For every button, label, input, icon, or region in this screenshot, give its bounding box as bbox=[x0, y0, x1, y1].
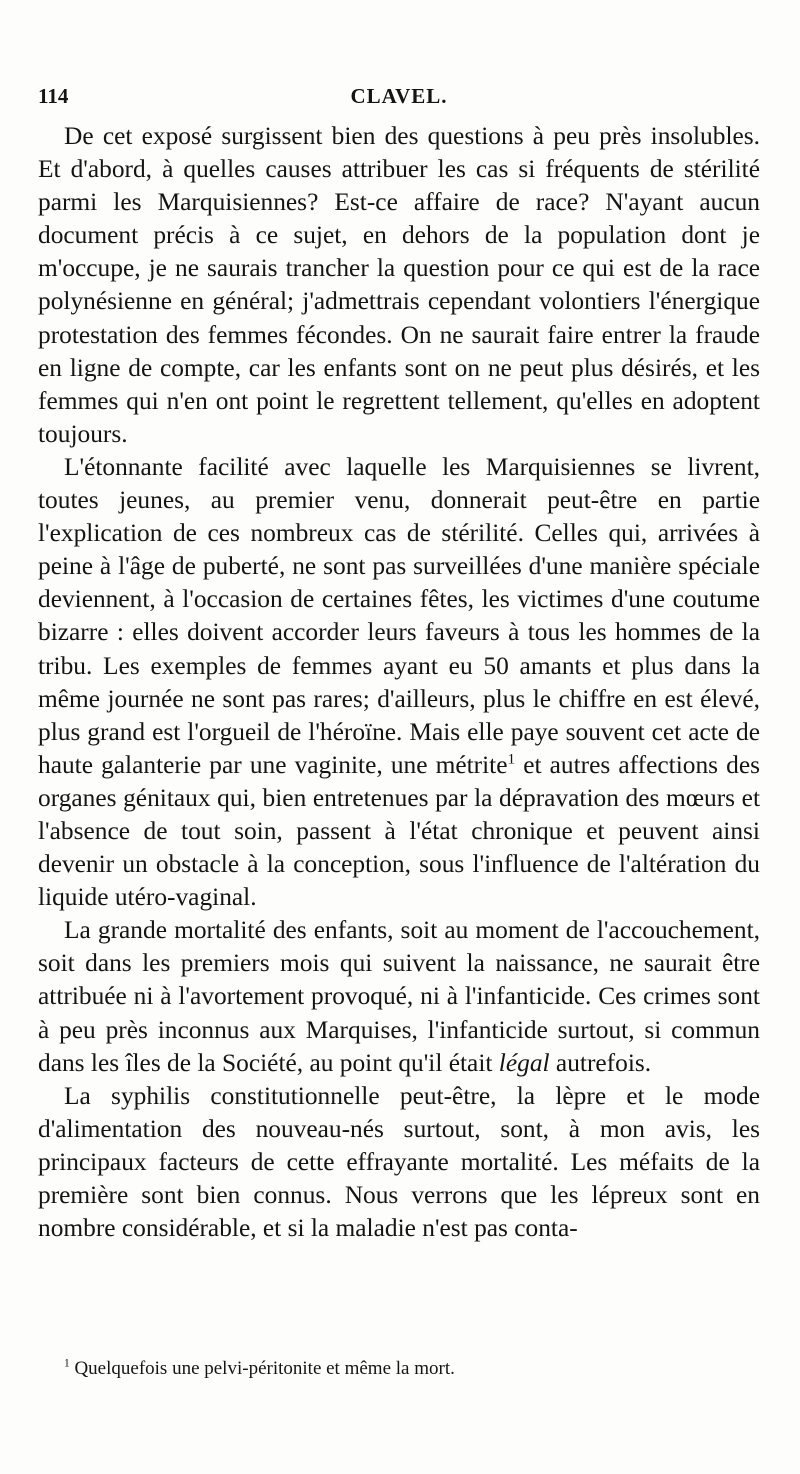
paragraph-1: De cet exposé surgissent bien des questions à peu près insolubles. Et d'abord, à quelles causes attribuer les cas si fréquents de stérilité parmi les Marquisiennes? Est-ce affaire de race? N'ayant aucun document précis à ce sujet, en dehors de la population dont je m'occupe, je ne saurais trancher la question pour ce qui est de la race polynésienne en général; j'admettrais cependant volontiers l'énergique protestation des femmes fécondes. On ne saurait faire entrer la fraude en ligne de compte, car les enfants sont on ne peut plus désirés, et les femmes qui n'en ont point le regrettent tellement, qu'elles en adoptent toujours. bbox=[38, 122, 760, 448]
body-text bbox=[38, 120, 760, 1245]
paragraph-4: La syphilis constitutionnelle peut-être, la lèpre et le mode d'alimentation des nouveau-nés surtout, sont, à mon avis, les principaux facteurs de cette effrayante mortalité. Les méfaits de la première sont bien connus. Nous verrons que les lépreux sont en nombre considérable, et si la maladie n'est pas conta- bbox=[38, 1081, 760, 1243]
footnote-text: Quelquefois une pelvi-péritonite et même la mort. bbox=[69, 1358, 455, 1379]
paragraph-2 bbox=[38, 451, 760, 914]
paragraph-2-part-2: et autres affections des organes génitaux qui, bien entretenues par la dépravation des mœurs et l'absence de tout soin, passent à l'état chronique et peuvent ainsi devenir un obstacle à la conception, sous l'influence de l'altération du liquide utéro-vaginal. bbox=[38, 750, 760, 912]
italic-word: légal bbox=[498, 1048, 550, 1077]
footnote-marker: 1 bbox=[64, 1357, 70, 1370]
page-header bbox=[38, 84, 760, 114]
footnote bbox=[38, 1357, 760, 1381]
paragraph-3-part-2: autrefois. bbox=[549, 1048, 652, 1077]
page-number: 114 bbox=[38, 84, 69, 108]
paragraph-3 bbox=[38, 914, 760, 1079]
paragraph-3-part-1: La grande mortalité des enfants, soit au moment de l'accouchement, soit dans les premiers mois qui suivent la naissance, ne saurait être attribuée ni à l'avortement provoqué, ni à l'infanticide. Ces crimes sont à peu près inconnus aux Marquises, l'infanticide surtout, si commun dans les îles de la Société, au point qu'il était bbox=[38, 916, 760, 1077]
paragraph-2-part-1: L'étonnante facilité avec laquelle les Marquisiennes se livrent, toutes jeunes, au premier venu, donnerait peut-être en partie l'explication de ces nombreux cas de stérilité. Celles qui, arrivées à peine à l'âge de puberté, ne sont pas surveillées d'une manière spéciale deviennent, à l'occasion de certaines fêtes, les victimes d'une coutume bizarre : elles doivent accorder leurs faveurs à tous les hommes de la tribu. Les exemples de femmes ayant eu 50 amants et plus dans la même journée ne sont pas rares; d'ailleurs, plus le chiffre en est élevé, plus grand est l'orgueil de l'héroïne. Mais elle paye souvent cet acte de haute galanterie par une vaginite, une métrite bbox=[38, 452, 760, 779]
footnote-reference: 1 bbox=[507, 750, 516, 768]
running-title: CLAVEL. bbox=[350, 84, 448, 108]
